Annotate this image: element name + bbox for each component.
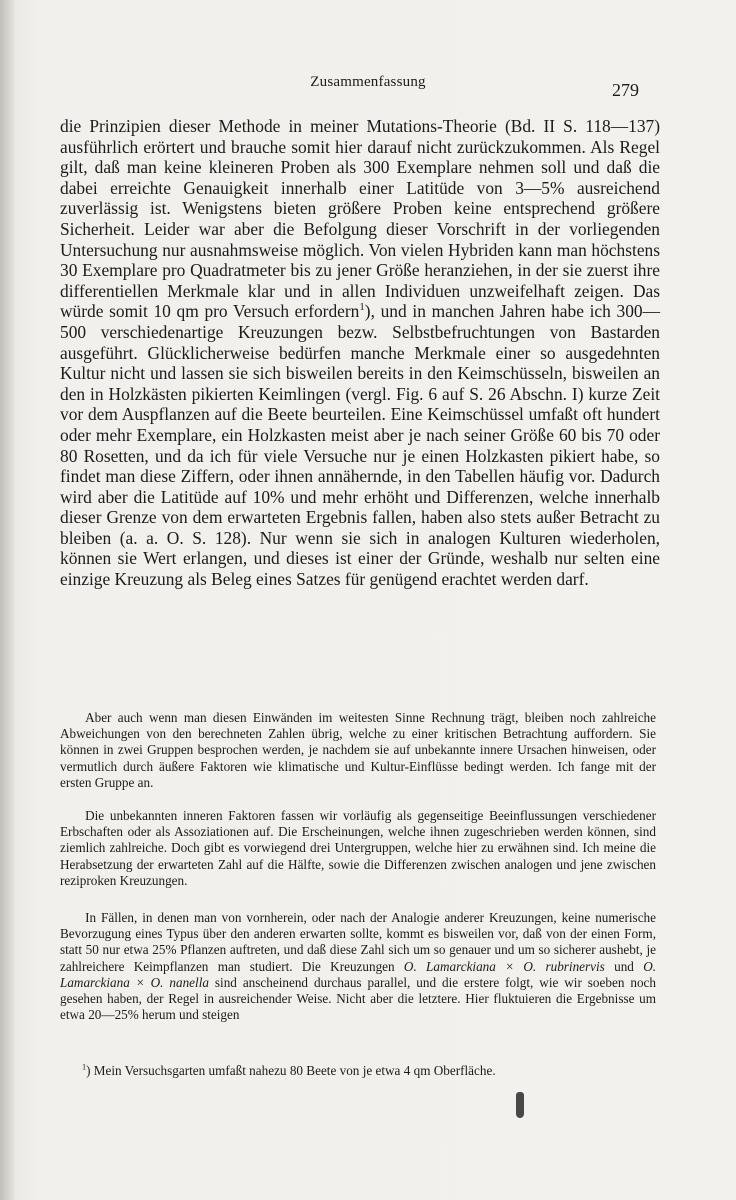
footnote-mark: 1 [82, 1062, 87, 1072]
footnote-text: ) Mein Versuchsgarten umfaßt nahezu 80 Beete von je etwa 4 qm Oberfläche. [86, 1063, 496, 1078]
small-print-block-1 [60, 710, 656, 791]
crosses-text-part-3: sind anscheinend durchaus parallel, und die erstere folgt, wie wir soeben noch gesehen haben, der Regel in ausreichender Weise. Nicht aber die letztere. Hier fluktuieren die Ergebnisse um etwa 20—25% herum und steigen [60, 974, 656, 1023]
footnote [82, 1063, 654, 1079]
species-name-nanella-cross: O. Lamarckiana × O. nanella [60, 958, 657, 990]
main-paragraph [60, 116, 660, 590]
main-text-block [60, 116, 660, 590]
footnote-reference: 1 [359, 301, 365, 314]
main-paragraph-part-2: ), und in manchen Jahren habe ich 300—500 verschiedenartige Kreuzungen bezw. Selbstbefruchtungen von Bastarden ausgeführt. Glücklicherweise bedürfen manche Merkmale einer so ausgedehnten Kultur nicht und lassen sie sich bisweilen bereits in den Keimschüsseln, bisweilen an den in Holzkästen pikierten Keimlingen (vergl. Fig. 6 auf S. 26 Abschn. I) kurze Zeit vor dem Auspflanzen auf die Beete beurteilen. Eine Keimschüssel umfaßt oft hundert oder mehr Exemplare, ein Holzkasten meist aber je nach seiner Größe 60 bis 70 oder 80 Rosetten, und da ich für viele Versuche nur je einen Holzkasten pikiert habe, so findet man diese Ziffern, oder ihnen annähernde, in den Tabellen häufig vor. Dadurch wird aber die Latitüde auf 10% und mehr erhöht und Differenzen, welche innerhalb dieser Grenze von dem erwarteten Ergebnis fallen, haben also stets außer Betracht zu bleiben (a. a. O. S. 128). Nur wenn sie sich in analogen Kulturen wiederholen, können sie Wert erlangen, und dieses ist einer der Gründe, weshalb nur selten eine einzige Kreuzung als Beleg eines Satzes für genügend erachtet werden darf. [60, 301, 660, 590]
small-print-block-2 [60, 808, 656, 889]
crosses-text-part-1: In Fällen, in denen man von vornherein, oder nach der Analogie anderer Kreuzungen, keine numerische Bevorzugung eines Typus über den anderen erwarten sollte, kommt es bisweilen vor, daß von der einen Form, statt 50 nur etwa 25% Pflanzen auftreten, und daß diese Zahl sich um so genauer und um so sicherer aushebt, je zahlreichere Keimpflanzen man studiert. Die Kreuzungen [60, 910, 656, 974]
small-paragraph-inner-factors: Die unbekannten inneren Faktoren fassen wir vorläufig als gegenseitige Beeinflussungen verschiedener Erbschaften oder als Assoziationen auf. Die Erscheinungen, welche ihnen zugeschrieben werden können, sind ziemlich zahlreiche. Doch gibt es vorwiegend drei Untergruppen, welche hier zu erwähnen sind. Ich meine die Herabsetzung der erwarteten Zahl auf die Hälfte, sowie die Differenzen zwischen analogen und jene zwischen reziproken Kreuzungen. [60, 808, 656, 888]
small-paragraph-groups: Aber auch wenn man diesen Einwänden im weitesten Sinne Rechnung trägt, bleiben noch zahlreiche Abweichungen von den berechneten Zahlen übrig, welche zu einer kritischen Betrachtung auffordern. Sie können in zwei Gruppen besprochen werden, je nachdem sie auf unbekannte innere Ursachen hinweisen, oder vermutlich durch äußere Faktoren wie klimatische und Kultur-Einflüsse bedingt werden. Ich fange mit der ersten Gruppe an. [60, 710, 656, 790]
page-number: 279 [612, 80, 639, 100]
crosses-text-part-2: und [614, 958, 634, 974]
species-name-rubrinervis-cross: O. Lamarckiana × O. rubrinervis [403, 958, 605, 974]
ink-smudge [516, 1092, 524, 1118]
small-paragraph-crosses [60, 910, 656, 1023]
running-head: Zusammenfassung [310, 74, 426, 90]
main-paragraph-part-1: die Prinzipien dieser Methode in meiner Mutations-Theorie (Bd. II S. 118—137) ausführlich erörtert und brauche somit hier darauf nicht zurückzukommen. Als Regel gilt, daß man keine kleineren Proben als 300 Exemplare nehmen soll und daß die dabei erreichte Genauigkeit innerhalb einer Latitüde von 3—5% ausreichend zuverlässig ist. Wenigstens bieten größere Proben keine entsprechend größere Sicherheit. Leider war aber die Befolgung dieser Vorschrift in der vorliegenden Untersuchung nur ausnahmsweise möglich. Von vielen Hybriden kann man höchstens 30 Exemplare pro Quadratmeter bis zu jener Größe heranziehen, in der sie zuerst ihre differentiellen Merkmale klar und in allen Individuen unzweifelhaft zeigen. Das würde somit 10 qm pro Versuch erfordern [60, 116, 660, 322]
page-gutter-shadow [0, 0, 14, 1200]
small-print-block-3 [60, 910, 656, 1023]
